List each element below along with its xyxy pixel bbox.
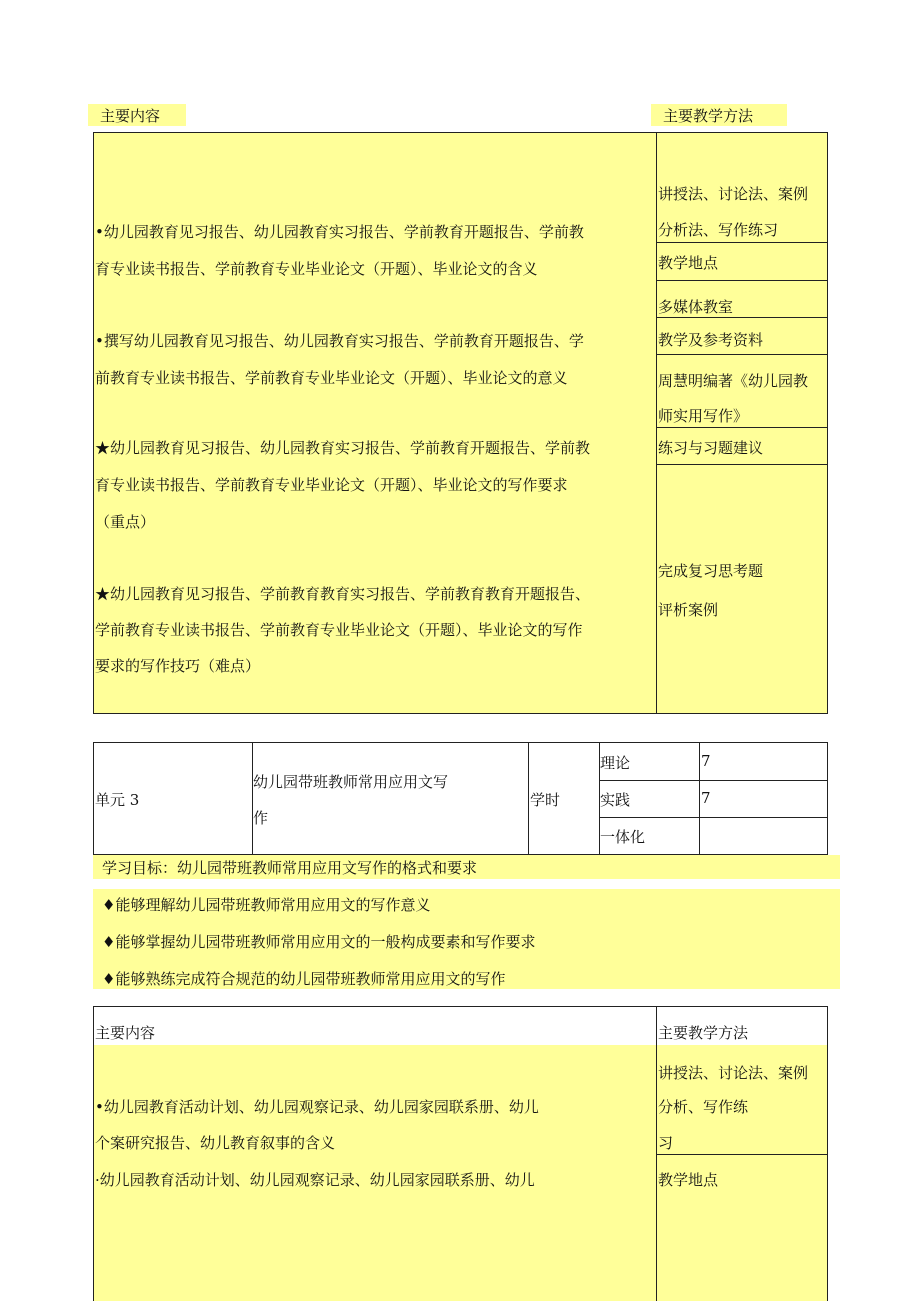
divider [656,1007,657,1045]
divider [599,817,827,818]
location-value: 多媒体教室 [658,298,734,316]
content-line: 前教育专业读书报告、学前教育专业毕业论文（开题）、毕业论文的意义 [95,369,568,387]
content-line: 个案研究报告、幼儿教育叙事的含义 [95,1134,336,1152]
location-label: 教学地点 [658,1171,719,1189]
unit-title-line: 幼儿园带班教师常用应用文写 [253,773,449,791]
exercise-label: 练习与习题建议 [658,439,764,457]
content-line: 育专业读书报告、学前教育专业毕业论文（开题）、毕业论文的含义 [95,260,538,278]
content-line: •幼儿园教育活动计划、幼儿园观察记录、幼儿园家园联系册、幼儿 [95,1098,539,1116]
hours-value: 7 [701,752,711,770]
methods-line: 习 [658,1134,674,1152]
content-line: 要求的写作技巧（难点） [95,657,261,675]
divider [699,743,700,854]
refs-line: 师实用写作》 [658,407,749,425]
divider [656,427,828,428]
content-line: •撰写幼儿园教育见习报告、幼儿园教育实习报告、学前教育开题报告、学 [95,332,584,350]
section1-header-methods: 主要教学方法 [663,107,754,125]
section2-header-methods: 主要教学方法 [658,1024,749,1042]
hours-type: 实践 [600,791,631,809]
objective-item: ♦能够熟练完成符合规范的幼儿园带班教师常用应用文的写作 [102,970,506,988]
hours-type: 一体化 [600,828,646,846]
section1-header-content: 主要内容 [100,107,161,125]
exercise-line: 评析案例 [658,601,719,619]
divider [656,1045,657,1301]
divider [528,743,529,854]
methods-line: 讲授法、讨论法、案例 [658,1064,809,1082]
divider [656,242,828,243]
divider [656,317,828,318]
objective-item: ♦能够理解幼儿园带班教师常用应用文的写作意义 [102,896,431,914]
methods-line: 讲授法、讨论法、案例 [658,185,809,203]
content-line: ★幼儿园教育见习报告、学前教育教育实习报告、学前教育教育开题报告、 [95,585,591,603]
objectives-title: 学习目标：幼儿园带班教师常用应用文写作的格式和要求 [102,859,478,877]
methods-line: 分析法、写作练习 [658,221,779,239]
divider [656,280,828,281]
refs-label: 教学及参考资料 [658,331,764,349]
divider [252,743,253,854]
content-line: •幼儿园教育见习报告、幼儿园教育实习报告、学前教育开题报告、学前教 [95,223,584,241]
content-line: ·幼儿园教育活动计划、幼儿园观察记录、幼儿园家园联系册、幼儿 [95,1171,535,1189]
exercise-line: 完成复习思考题 [658,562,764,580]
divider [656,1154,828,1155]
content-line: 学前教育专业读书报告、学前教育专业毕业论文（开题）、毕业论文的写作 [95,621,583,639]
unit3-table [93,742,828,855]
hours-value: 7 [701,789,711,807]
objective-item: ♦能够掌握幼儿园带班教师常用应用文的一般构成要素和写作要求 [102,933,536,951]
section1-col-divider [656,133,657,713]
divider [656,354,828,355]
section2-header-content: 主要内容 [95,1024,156,1042]
divider [656,464,828,465]
content-line: （重点） [95,513,156,531]
hours-label: 学时 [530,791,561,809]
content-line: ★幼儿园教育见习报告、幼儿园教育实习报告、学前教育开题报告、学前教 [95,439,591,457]
methods-line: 分析、写作练 [658,1098,749,1116]
hours-type: 理论 [600,754,631,772]
unit-title-line: 作 [253,809,269,827]
refs-line: 周慧明编著《幼儿园教 [658,372,809,390]
unit-label: 单元 3 [95,791,140,809]
location-label: 教学地点 [658,254,719,272]
content-line: 育专业读书报告、学前教育专业毕业论文（开题）、毕业论文的写作要求 [95,476,568,494]
divider [599,780,827,781]
